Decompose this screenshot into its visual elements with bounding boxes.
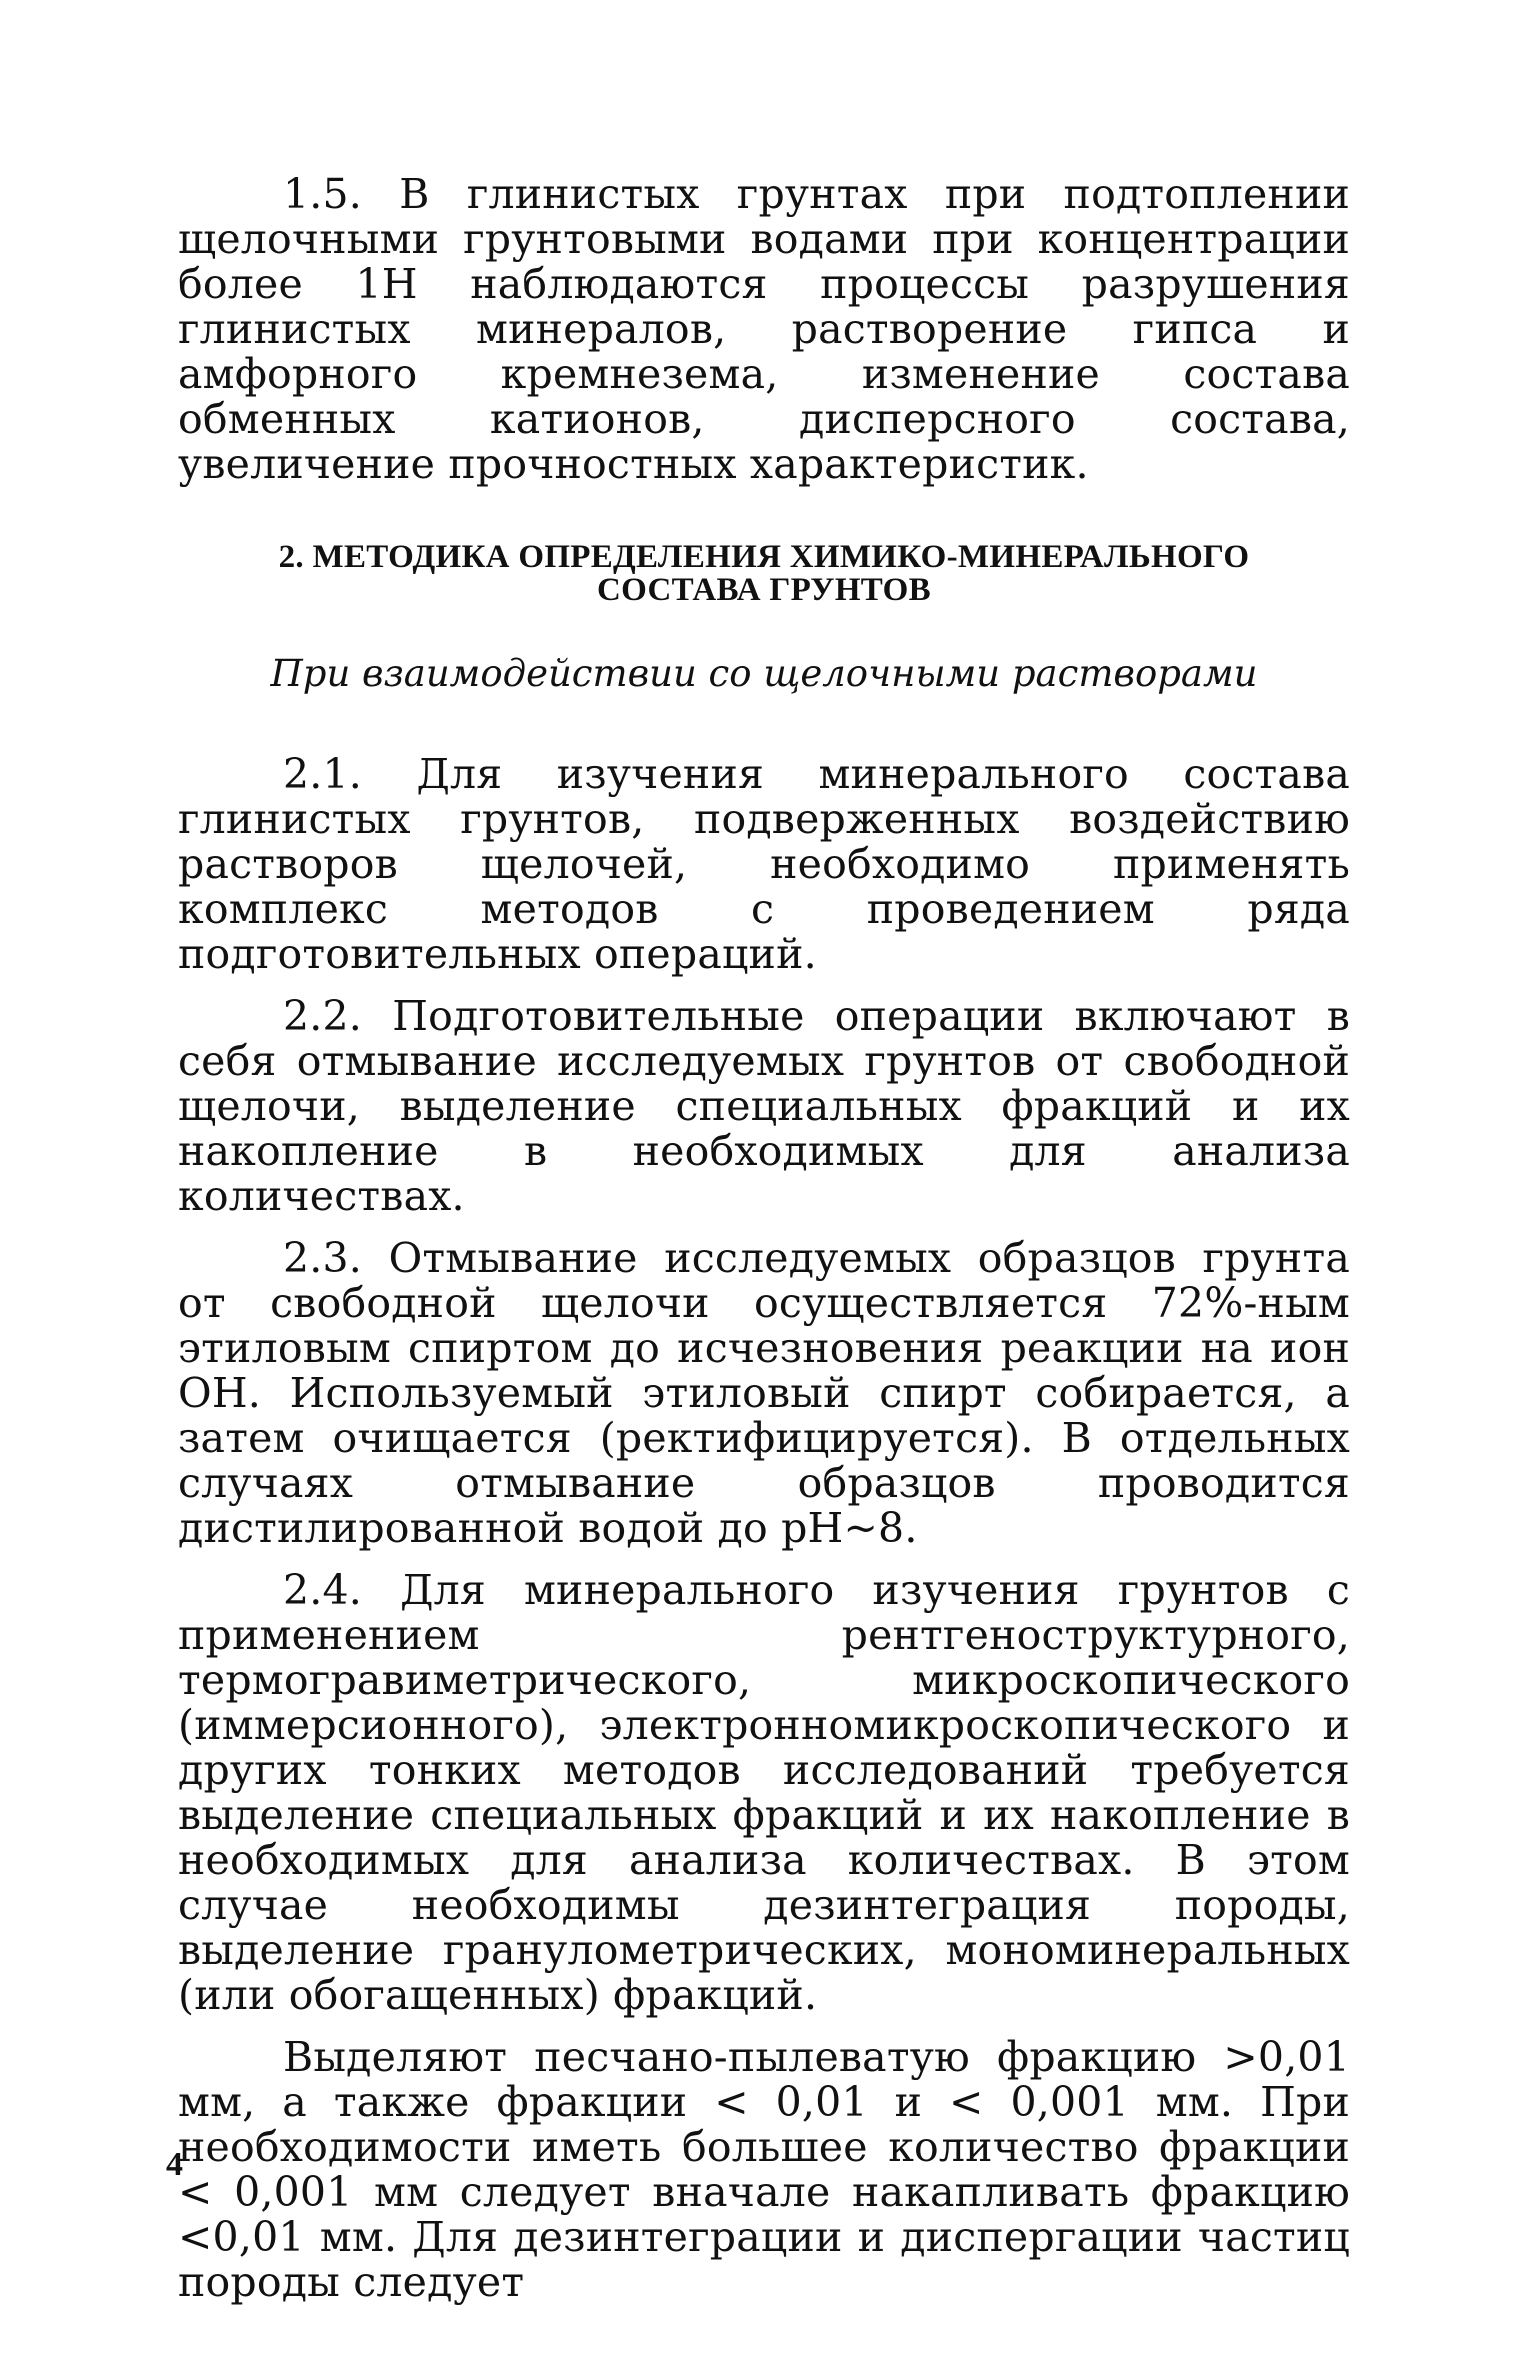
page-number: 4 <box>166 2146 183 2183</box>
section-2-subheading: При взаимодействии со щелочными растворами <box>270 652 1258 695</box>
section-2-text <box>178 752 1350 2305</box>
section-heading-line-1: 2. МЕТОДИКА ОПРЕДЕЛЕНИЯ ХИМИКО-МИНЕРАЛЬНОГО <box>278 539 1250 575</box>
section-heading-line-2: СОСТАВА ГРУНТОВ <box>597 572 931 608</box>
section-2-heading <box>178 541 1350 607</box>
paragraph-2-1: 2.1. Для изучения минерального состава глинистых грунтов, подверженных воздействию растворов щелочей, необходимо применять комплекс методов с проведением ряда подготовительных операций. <box>178 750 1350 978</box>
paragraph-2-3: 2.3. Отмывание исследуемых образцов грунта от свободной щелочи осуществляется 72%-ным этиловым спиртом до исчезновения реакции на ион ОН. Используемый этиловый спирт собирается, а затем очищается (ректифицируется). В отдельных случаях отмывание образцов проводится дистилированной водой до pH~8. <box>178 1234 1350 1552</box>
paragraph-1-5: 1.5. В глинистых грунтах при подтоплении щелочными грунтовыми водами при концентрации более 1Н наблюдаются процессы разрушения глинистых минералов, растворение гипса и амфорного кремнезема, изменение состава обменных катионов, дисперсного состава, увеличение прочностных характеристик. <box>178 170 1350 488</box>
paragraph-2-4: 2.4. Для минерального изучения грунтов с применением рентгеноструктурного, термогравиметрического, микроскопического (иммерсионного), электронномикроскопического и других тонких методов исследований требуется выделение специальных фракций и их накопление в необходимых для анализа количествах. В этом случае необходимы дезинтеграция породы, выделение гранулометрических, мономинеральных (или обогащенных) фракций. <box>178 1566 1350 2019</box>
paragraph-2-2: 2.2. Подготовительные операции включают в себя отмывание исследуемых грунтов от свободной щелочи, выделение специальных фракций и их накопление в необходимых для анализа количествах. <box>178 992 1350 1220</box>
section-1-text <box>178 172 1350 487</box>
paragraph-fractions: Выделяют песчано-пылеватую фракцию >0,01 мм, а также фракции < 0,01 и < 0,001 мм. При необходимости иметь большее количество фракции < 0,001 мм следует вначале накапливать фракцию <0,01 мм. Для дезинтеграции и диспергации частиц породы следует <box>178 2033 1350 2306</box>
